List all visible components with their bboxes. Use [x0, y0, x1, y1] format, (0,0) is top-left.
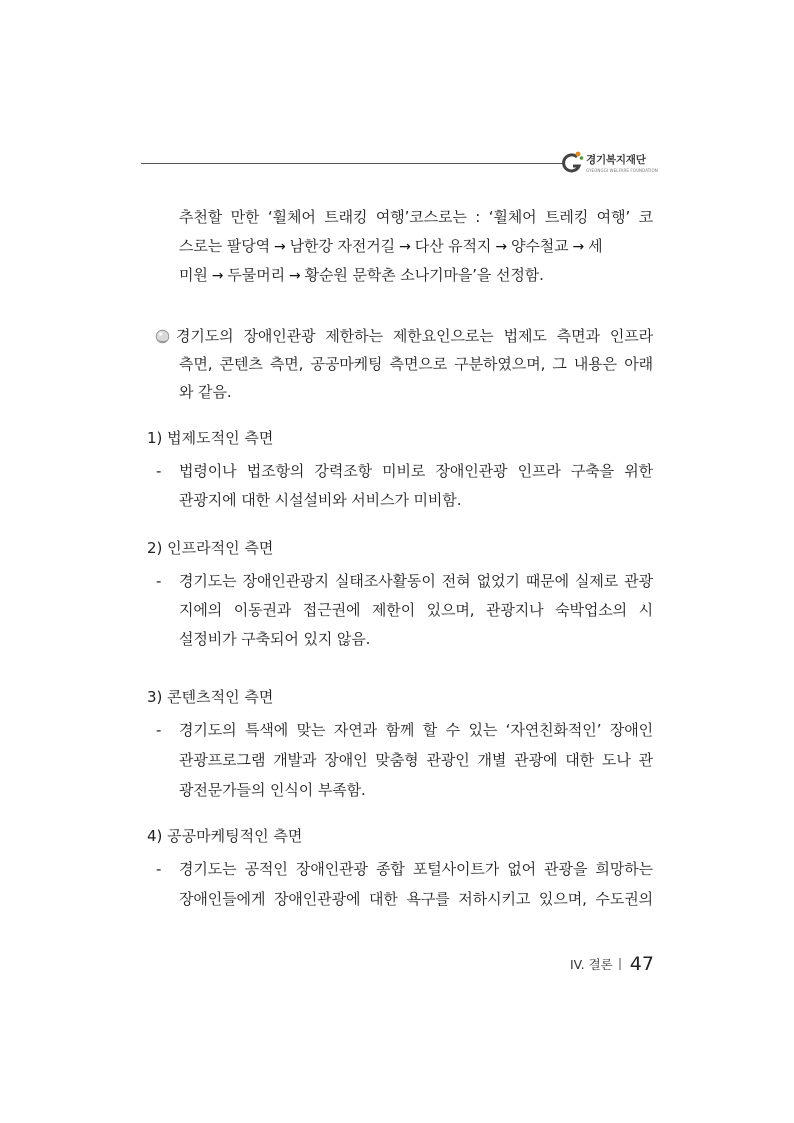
- section-4-line-2: 장애인들에게 장애인관광에 대한 욕구를 저하시키고 있으며, 수도권의: [179, 890, 653, 908]
- foundation-logo: [562, 150, 658, 174]
- bullet-line-2: 측면, 콘텐츠 측면, 공공마케팅 측면으로 구분하였으며, 그 내용은 아래: [179, 355, 653, 373]
- bullet-line-1: 경기도의 장애인관광 제한하는 제한요인으로는 법제도 측면과 인프라: [176, 327, 653, 345]
- section-heading-content: 3) 콘텐츠적인 측면: [147, 688, 274, 706]
- route-stop: 양수철교: [510, 237, 569, 255]
- right-arrow-icon: →: [211, 268, 224, 284]
- bullet-sphere-icon: [155, 329, 170, 344]
- dash-marker: -: [156, 462, 162, 480]
- section-heading-marketing: 4) 공공마케팅적인 측면: [147, 827, 303, 845]
- section-1-line-2: 관광지에 대한 시설설비와 서비스가 미비함.: [179, 491, 462, 509]
- intro-line-2: [179, 236, 603, 257]
- intro-line-3: [179, 265, 544, 286]
- route-stop: 두물머리: [227, 266, 285, 284]
- section-heading-infra: 2) 인프라적인 측면: [147, 539, 274, 557]
- footer-section-label: IV. 결론: [570, 957, 613, 972]
- dash-marker: -: [156, 860, 162, 878]
- header-rule: [141, 163, 564, 164]
- route-stop: 미원: [179, 266, 208, 284]
- foundation-logo-icon: [562, 150, 584, 174]
- bullet-line-3: 와 같음.: [179, 383, 232, 401]
- right-arrow-icon: →: [399, 239, 411, 255]
- section-2-line-2: 지에의 이동권과 접근권에 제한이 있으며, 관광지나 숙박업소의 시: [179, 601, 653, 619]
- page-number: 47: [629, 953, 654, 975]
- section-heading-legal: 1) 법제도적인 측면: [147, 429, 274, 447]
- right-arrow-icon: →: [495, 239, 507, 255]
- footer-divider: [619, 958, 621, 970]
- route-stop: 세: [588, 237, 603, 255]
- right-arrow-icon: →: [288, 268, 301, 284]
- route-start: 스로는 팔당역: [179, 237, 271, 255]
- dash-marker: -: [156, 721, 162, 739]
- section-1-line-1: 법령이나 법조항의 강력조항 미비로 장애인관광 인프라 구축을 위한: [179, 462, 653, 480]
- foundation-name: 경기복지재단: [586, 154, 646, 166]
- right-arrow-icon: →: [572, 239, 585, 255]
- section-3-line-3: 광전문가들의 인식이 부족함.: [179, 781, 366, 799]
- route-stop: 남한강 자전거길: [289, 237, 396, 255]
- page-footer: [570, 953, 654, 975]
- section-2-line-3: 설정비가 구축되어 있지 않음.: [179, 630, 371, 648]
- section-3-line-1: 경기도의 특색에 맞는 자연과 함께 할 수 있는 ‘자연친화적인’ 장애인: [179, 721, 653, 739]
- route-stop: 다산 유적지: [414, 237, 492, 255]
- foundation-subtitle: GYEONGGI WELFARE FOUNDATION: [586, 168, 658, 173]
- right-arrow-icon: →: [274, 239, 286, 255]
- section-2-line-1: 경기도는 장애인관광지 실태조사활동이 전혀 없었기 때문에 실제로 관광: [179, 572, 653, 590]
- dash-marker: -: [156, 572, 162, 590]
- section-3-line-2: 관광프로그램 개발과 장애인 맞춤형 관광인 개별 관광에 대한 도나 관: [179, 751, 653, 769]
- section-4-line-1: 경기도는 공적인 장애인관광 종합 포털사이트가 없어 관광을 희망하는: [179, 860, 653, 878]
- intro-line-1: 추천할 만한 ‘휠체어 트래킹 여행’코스로는 : ‘휠체어 트레킹 여행’ 코: [179, 208, 653, 226]
- route-stop: 황순원 문학촌 소나기마을’을 선정함.: [304, 266, 544, 284]
